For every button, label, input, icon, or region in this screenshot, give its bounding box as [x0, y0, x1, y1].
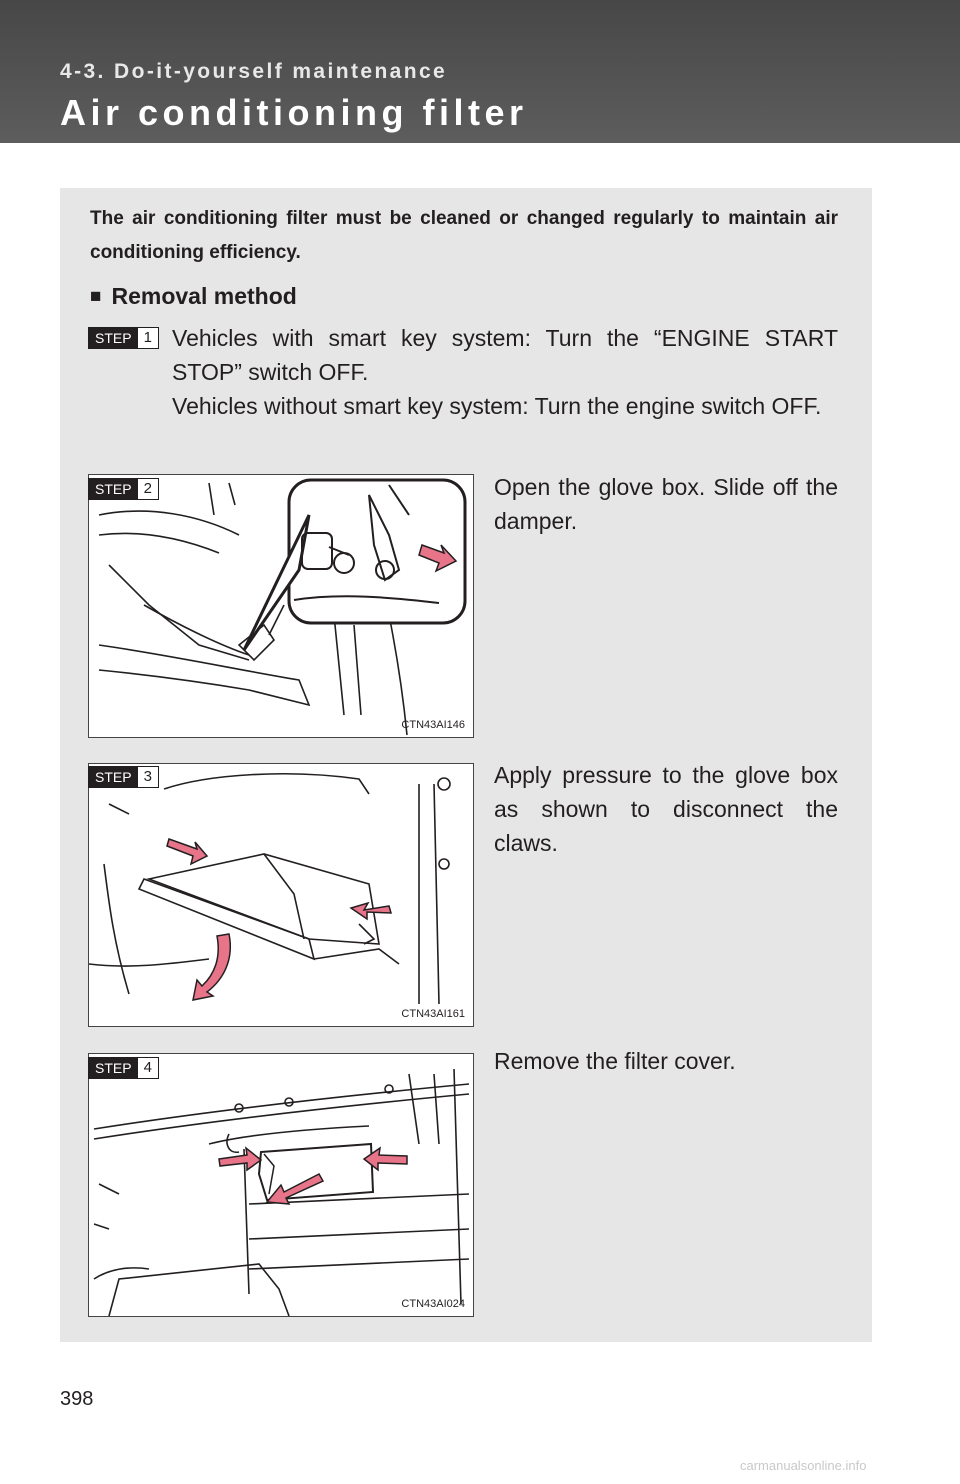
figure-step-4: [88, 1053, 474, 1317]
glove-box-damper-illustration: [89, 475, 473, 737]
intro-text: The air conditioning filter must be cleaned or changed regularly to maintain air conditioning efficiency.: [90, 208, 838, 263]
step-2-text: Open the glove box. Slide off the damper.: [494, 474, 838, 534]
page-header: [0, 0, 960, 143]
section-heading: [90, 283, 297, 310]
step-number: 4: [143, 1059, 152, 1076]
step-4-text: Remove the filter cover.: [494, 1048, 736, 1074]
step-number: 3: [143, 768, 152, 785]
page-number: 398: [60, 1388, 94, 1410]
glove-box-claws-illustration: [89, 764, 473, 1026]
step-badge-1: [88, 327, 159, 349]
step-badge-4: [88, 1057, 159, 1079]
step-label: STEP: [89, 479, 138, 499]
page-title: Air conditioning filter: [60, 92, 528, 133]
figure-code: CTN43AI146: [401, 719, 465, 731]
step-number: 1: [143, 329, 152, 346]
step-badge-2: [88, 478, 159, 500]
filter-cover-illustration: [89, 1054, 473, 1316]
step-number: 2: [143, 480, 152, 497]
step-1-text: [172, 321, 838, 423]
step-3-text: Apply pressure to the glove box as shown to disconnect the claws.: [494, 762, 838, 856]
step-1-line-2: Vehicles without smart key system: Turn the engine switch OFF.: [172, 393, 822, 419]
figure-code: CTN43AI024: [401, 1298, 465, 1310]
square-bullet-icon: ■: [90, 286, 102, 307]
step-1-line-1: Vehicles with smart key system: Turn the “ENGINE START STOP” switch OFF.: [172, 325, 838, 385]
step-badge-3: [88, 766, 159, 788]
section-heading-label: Removal method: [111, 283, 297, 309]
step-label: STEP: [89, 767, 138, 787]
step-label: STEP: [89, 1058, 138, 1078]
figure-code: CTN43AI161: [401, 1008, 465, 1020]
step-label: STEP: [89, 328, 138, 348]
section-label: 4-3. Do-it-yourself maintenance: [60, 60, 448, 83]
footer-watermark: carmanualsonline.info: [740, 1458, 867, 1473]
figure-step-2: [88, 474, 474, 738]
figure-step-3: [88, 763, 474, 1027]
